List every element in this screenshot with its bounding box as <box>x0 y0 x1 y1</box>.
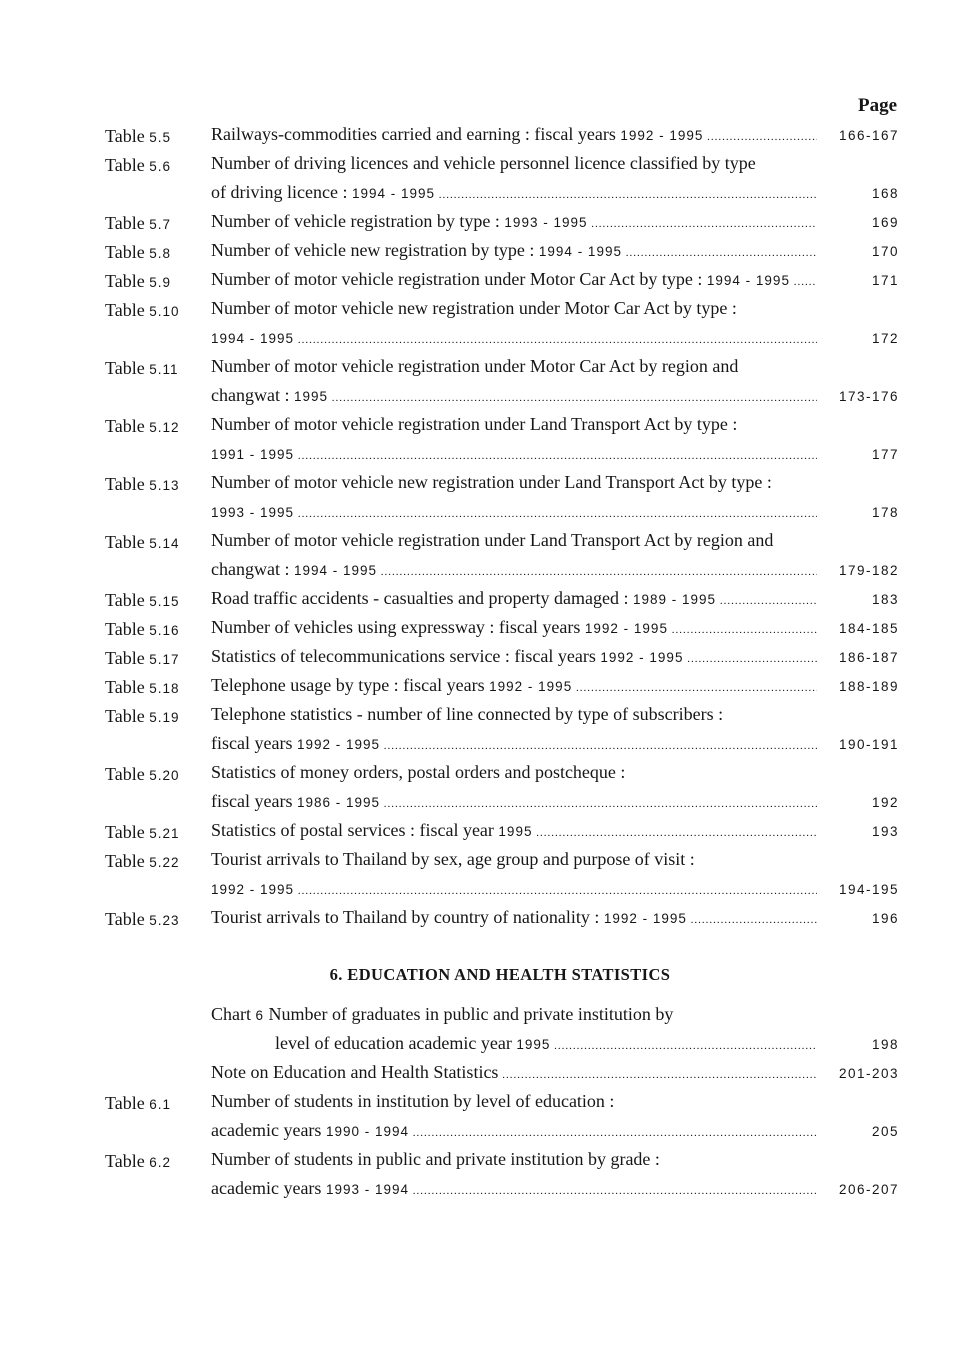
toc-line <box>0 529 966 558</box>
table-label: Table 5.17 <box>105 648 180 668</box>
page-number: 192 <box>871 795 899 810</box>
toc-entry <box>0 703 966 761</box>
toc-entry <box>0 297 966 355</box>
entry-title <box>211 327 817 348</box>
toc-line <box>0 616 966 645</box>
table-number: 5.10 <box>149 304 180 319</box>
table-number: 5.7 <box>149 217 171 232</box>
entry-title: Number of vehicle new registration by type : 1994 - 1995 ..... <box>211 240 817 261</box>
table-label: Table 5.11 <box>105 358 179 378</box>
entry-title: of driving licence : 1994 - 1995 ..... <box>211 182 817 203</box>
table-label: Table 5.18 <box>105 677 180 697</box>
toc-entry <box>0 1003 966 1061</box>
page-number: 196 <box>871 911 899 926</box>
toc-line <box>0 239 966 268</box>
entry-title: Number of motor vehicle registration under Motor Car Act by type : 1994 - 1995 ..... <box>211 269 817 290</box>
toc-entry <box>0 529 966 587</box>
entry-years: 1986 - 1995 <box>296 795 381 810</box>
toc-entry <box>0 1148 966 1206</box>
toc-line <box>0 355 966 384</box>
page-number: 194-195 <box>838 882 899 897</box>
table-label: Table 5.7 <box>105 213 171 233</box>
toc-entry <box>0 355 966 413</box>
page-number: 184-185 <box>838 621 899 636</box>
table-label: Table 6.2 <box>105 1151 171 1171</box>
entry-years: 1990 - 1994 <box>325 1124 409 1139</box>
entry-title <box>211 501 817 522</box>
table-number: 5.17 <box>149 652 180 667</box>
page-number: 178 <box>871 505 899 520</box>
toc-entry <box>0 268 966 297</box>
entry-years: 1992 - 1995 <box>211 882 295 897</box>
toc-line <box>0 790 966 819</box>
entry-years: 1993 - 1995 <box>504 215 588 230</box>
toc-line <box>0 819 966 848</box>
entry-title: Number of motor vehicle new registration under Motor Car Act by type : <box>211 298 737 318</box>
toc-line <box>0 1061 966 1090</box>
page-number: 198 <box>871 1037 899 1052</box>
table-number: 5.18 <box>149 681 180 696</box>
toc-line <box>0 210 966 239</box>
toc-line <box>0 674 966 703</box>
page-number: 205 <box>871 1124 899 1139</box>
page-number: 170 <box>871 244 899 259</box>
entry-years: 1993 - 1994 <box>325 1182 409 1197</box>
toc-entry <box>0 587 966 616</box>
toc-line <box>0 1148 966 1177</box>
table-number: 5.12 <box>149 420 180 435</box>
table-label: Table 5.13 <box>105 474 180 494</box>
entry-title: Statistics of money orders, postal orders and postcheque : <box>211 762 626 782</box>
table-number: 6.1 <box>149 1097 171 1112</box>
page-number: 190-191 <box>838 737 899 752</box>
toc-entry <box>0 819 966 848</box>
entry-years: 1994 - 1995 <box>293 563 378 578</box>
table-number: 5.19 <box>149 710 180 725</box>
table-number: 5.14 <box>149 536 180 551</box>
page-number: 168 <box>871 186 899 201</box>
entry-title: academic years 1993 - 1994 ..... <box>211 1178 817 1199</box>
table-number: 5.5 <box>149 130 171 145</box>
entry-years: 1992 - 1995 <box>620 128 704 143</box>
toc-entry <box>0 645 966 674</box>
toc-line <box>0 703 966 732</box>
toc-line <box>0 442 966 471</box>
table-label: Table 5.9 <box>105 271 171 291</box>
toc-line <box>0 761 966 790</box>
page-number: 172 <box>871 331 899 346</box>
page-number: 171 <box>871 273 899 288</box>
table-number: 5.22 <box>149 855 180 870</box>
page-number: 173-176 <box>838 389 899 404</box>
entry-years: 1994 - 1995 <box>351 186 436 201</box>
entry-years: 1995 <box>293 389 329 404</box>
entry-title: Number of driving licences and vehicle personnel licence classified by type <box>211 153 756 173</box>
toc-entry <box>0 1090 966 1148</box>
entry-years: 1992 - 1995 <box>489 679 573 694</box>
entry-title: changwat : 1995 ..... <box>211 385 817 406</box>
table-label: Table 5.20 <box>105 764 180 784</box>
entry-title: level of education academic year 1995 ..... <box>275 1033 817 1054</box>
entry-title: Railways-commodities carried and earning : fiscal years 1992 - 1995 ..... <box>211 124 817 145</box>
toc-entry <box>0 848 966 906</box>
toc-entry <box>0 413 966 471</box>
toc-entry <box>0 906 966 935</box>
entry-years: 1992 - 1995 <box>600 650 684 665</box>
table-number: 5.23 <box>149 913 180 928</box>
table-of-contents-section-6 <box>0 1003 966 1206</box>
entry-title <box>211 443 817 464</box>
table-number: 5.15 <box>149 594 180 609</box>
entry-years: 1993 - 1995 <box>211 505 295 520</box>
entry-title: Number of vehicle registration by type : 1993 - 1995 ..... <box>211 211 817 232</box>
toc-line <box>0 732 966 761</box>
toc-entry <box>0 123 966 152</box>
table-label: Table 5.8 <box>105 242 171 262</box>
toc-line <box>0 268 966 297</box>
entry-years: 1995 <box>516 1037 551 1052</box>
entry-title: Statistics of telecommunications service : fiscal years 1992 - 1995 ..... <box>211 646 817 667</box>
table-label: Table 5.21 <box>105 822 180 842</box>
table-number: 5.9 <box>149 275 171 290</box>
table-label: Table 5.10 <box>105 300 180 320</box>
toc-entry <box>0 616 966 645</box>
entry-years: 1994 - 1995 <box>706 273 790 288</box>
toc-line <box>0 848 966 877</box>
toc-line <box>0 877 966 906</box>
entry-title: Telephone statistics - number of line connected by type of subscribers : <box>211 704 724 724</box>
table-of-contents-section-5 <box>0 123 966 935</box>
page-number: 177 <box>871 447 899 462</box>
entry-title: Tourist arrivals to Thailand by country of nationality : 1992 - 1995 ..... <box>211 907 817 928</box>
entry-title: Number of students in public and private institution by grade : <box>211 1149 660 1169</box>
toc-line <box>0 152 966 181</box>
toc-line <box>0 326 966 355</box>
entry-title: Number of motor vehicle registration under Motor Car Act by region and <box>211 356 739 376</box>
entry-title: Road traffic accidents - casualties and property damaged : 1989 - 1995 ..... <box>211 588 817 609</box>
toc-line <box>0 1090 966 1119</box>
table-number: 5.8 <box>149 246 171 261</box>
entry-years: 1994 - 1995 <box>538 244 622 259</box>
entry-years: 1994 - 1995 <box>211 331 295 346</box>
chart-number: 6 <box>255 1008 265 1023</box>
table-number: 5.20 <box>149 768 180 783</box>
entry-title: Number of motor vehicle registration under Land Transport Act by region and <box>211 530 774 550</box>
table-number: 5.6 <box>149 159 171 174</box>
entry-years: 1989 - 1995 <box>633 592 717 607</box>
toc-line <box>0 384 966 413</box>
entry-years: 1991 - 1995 <box>211 447 295 462</box>
toc-line <box>0 1003 966 1032</box>
table-label: Table 5.15 <box>105 590 180 610</box>
toc-line <box>0 123 966 152</box>
table-label: Table 5.12 <box>105 416 180 436</box>
toc-line <box>0 558 966 587</box>
toc-line <box>0 413 966 442</box>
toc-entry <box>0 674 966 703</box>
entry-years: 1992 - 1995 <box>603 911 687 926</box>
page-number: 183 <box>871 592 899 607</box>
toc-line <box>0 645 966 674</box>
toc-entry <box>0 761 966 819</box>
table-label: Table 5.14 <box>105 532 180 552</box>
toc-line <box>0 1119 966 1148</box>
toc-line <box>0 181 966 210</box>
toc-entry <box>0 210 966 239</box>
table-number: 5.16 <box>149 623 180 638</box>
entry-years: 1992 - 1995 <box>584 621 668 636</box>
page-column-header: Page <box>858 95 898 116</box>
entry-title: changwat : 1994 - 1995 ..... <box>211 559 817 580</box>
entry-title: Statistics of postal services : fiscal year 1995 ..... <box>211 820 817 841</box>
page-number: 201-203 <box>838 1066 899 1081</box>
entry-title <box>211 878 817 899</box>
toc-line <box>0 1032 966 1061</box>
entry-years: 1995 <box>498 824 533 839</box>
entry-title: Note on Education and Health Statistics ..... <box>211 1062 817 1083</box>
page-number: 186-187 <box>838 650 899 665</box>
table-label: Table 6.1 <box>105 1093 171 1113</box>
entry-title: fiscal years 1986 - 1995 ..... <box>211 791 817 812</box>
entry-title: Number of students in institution by level of education : <box>211 1091 615 1111</box>
table-label: Table 5.5 <box>105 126 171 146</box>
entry-title: fiscal years 1992 - 1995 ..... <box>211 733 817 754</box>
toc-line <box>0 906 966 935</box>
toc-entry <box>0 239 966 268</box>
entry-years: 1992 - 1995 <box>296 737 381 752</box>
table-number: 5.21 <box>149 826 180 841</box>
table-label: Table 5.19 <box>105 706 180 726</box>
page-number: 166-167 <box>838 128 899 143</box>
entry-title: Number of vehicles using expressway : fiscal years 1992 - 1995 ..... <box>211 617 817 638</box>
entry-title: Chart 6 Number of graduates in public and private institution by <box>211 1004 674 1024</box>
toc-entry <box>0 471 966 529</box>
toc-line <box>0 297 966 326</box>
toc-line <box>0 1177 966 1206</box>
page-number: 188-189 <box>838 679 899 694</box>
entry-title: Tourist arrivals to Thailand by sex, age group and purpose of visit : <box>211 849 695 869</box>
page-number: 179-182 <box>838 563 899 578</box>
toc-entry <box>0 1061 966 1090</box>
section-6-title: 6. EDUCATION AND HEALTH STATISTICS <box>329 965 671 984</box>
entry-title: Number of motor vehicle registration under Land Transport Act by type : <box>211 414 738 434</box>
entry-title: Telephone usage by type : fiscal years 1992 - 1995 ..... <box>211 675 817 696</box>
toc-line <box>0 587 966 616</box>
toc-line <box>0 471 966 500</box>
page-number: 169 <box>871 215 899 230</box>
entry-title: Number of motor vehicle new registration under Land Transport Act by type : <box>211 472 772 492</box>
toc-line <box>0 500 966 529</box>
table-number: 6.2 <box>149 1155 171 1170</box>
entry-title: academic years 1990 - 1994 ..... <box>211 1120 817 1141</box>
page-number: 193 <box>871 824 899 839</box>
table-label: Table 5.6 <box>105 155 171 175</box>
table-number: 5.13 <box>149 478 180 493</box>
table-label: Table 5.22 <box>105 851 180 871</box>
table-number: 5.11 <box>149 362 179 377</box>
page-number: 206-207 <box>838 1182 899 1197</box>
table-label: Table 5.23 <box>105 909 180 929</box>
table-label: Table 5.16 <box>105 619 180 639</box>
toc-entry <box>0 152 966 210</box>
